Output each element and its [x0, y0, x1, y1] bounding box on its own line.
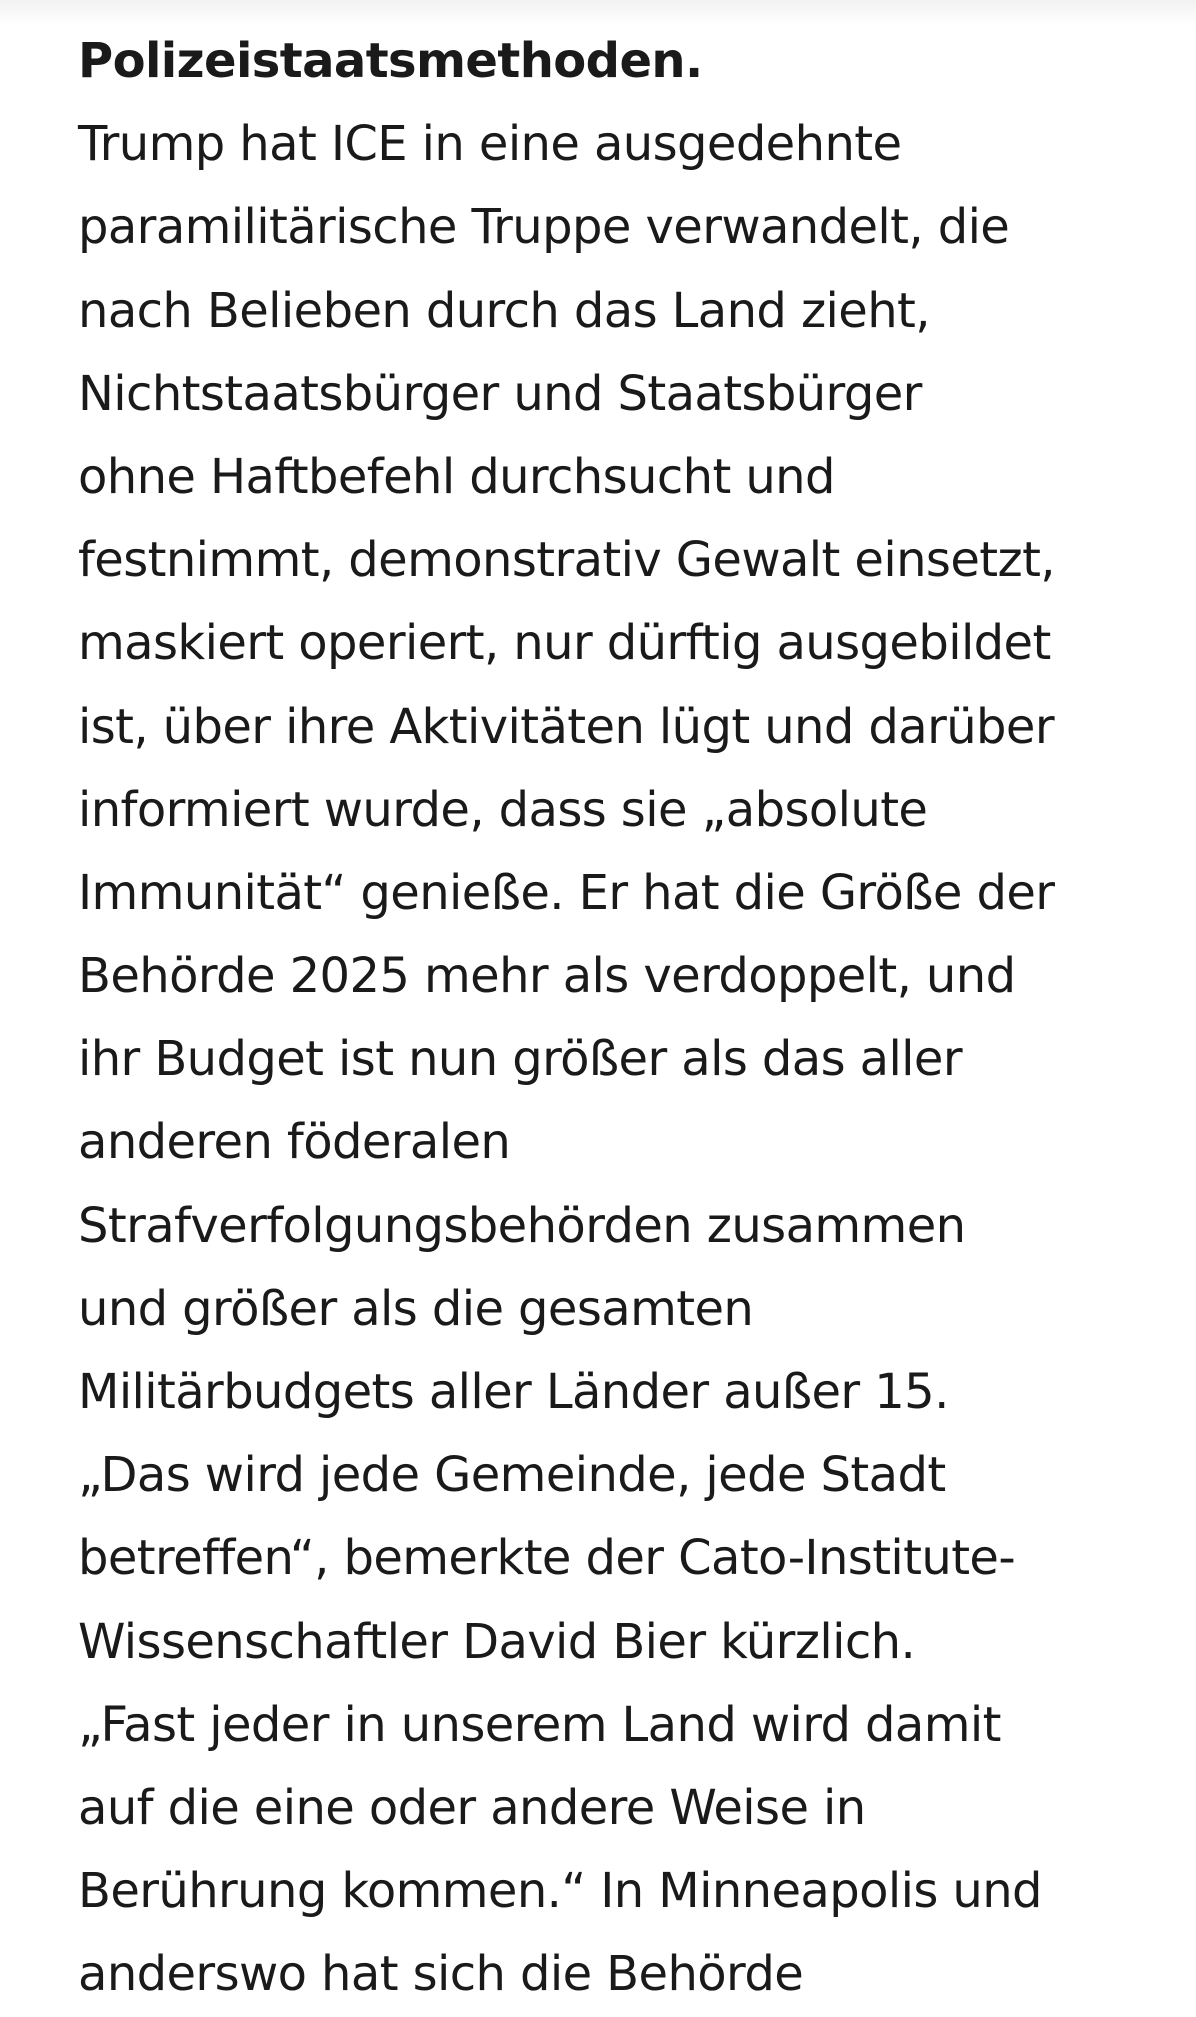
text-line: Trump hat ICE in eine ausgedehnte [78, 116, 902, 173]
text-line: ist, über ihre Aktivitäten lügt und darüber [78, 698, 1054, 755]
text-line: Behörde 2025 mehr als verdoppelt, und [78, 948, 1016, 1005]
text-line: Militärbudgets aller Länder außer 15. [78, 1364, 949, 1420]
text-line: paramilitärische Truppe verwandelt, die [78, 199, 1010, 256]
article-text [78, 20, 1158, 2017]
text-line: anderen föderalen [78, 1114, 511, 1171]
section-heading: Polizeistaatsmethoden. [78, 33, 703, 89]
text-line: Wissenschaftler David Bier kürzlich. [78, 1613, 916, 1670]
text-line: „Fast jeder in unserem Land wird damit [78, 1696, 1001, 1753]
text-line: Strafverfolgungsbehörden zusammen [78, 1197, 966, 1254]
text-line: Nichtstaatsbürger und Staatsbürger [78, 365, 922, 422]
text-line: Berührung kommen.“ In Minneapolis und [78, 1863, 1042, 1920]
text-line: und größer als die gesamten [78, 1280, 754, 1337]
text-line: festnimmt, demonstrativ Gewalt einsetzt, [78, 532, 1055, 589]
text-line: auf die eine oder andere Weise in [78, 1779, 866, 1836]
text-line: betreffen“, bemerkte der Cato-Institute- [78, 1530, 1016, 1587]
text-line: „Das wird jede Gemeinde, jede Stadt [78, 1447, 946, 1504]
text-line: ihr Budget ist nun größer als das aller [78, 1031, 962, 1088]
text-line: nach Belieben durch das Land zieht, [78, 282, 930, 339]
text-line: Immunität“ genieße. Er hat die Größe der [78, 864, 1055, 921]
text-line: ohne Haftbefehl durchsucht und [78, 448, 835, 505]
text-line: informiert wurde, dass sie „absolute [78, 781, 928, 838]
text-line: anderswo hat sich die Behörde [78, 1946, 804, 2003]
text-line: maskiert operiert, nur dürftig ausgebildet [78, 615, 1051, 672]
